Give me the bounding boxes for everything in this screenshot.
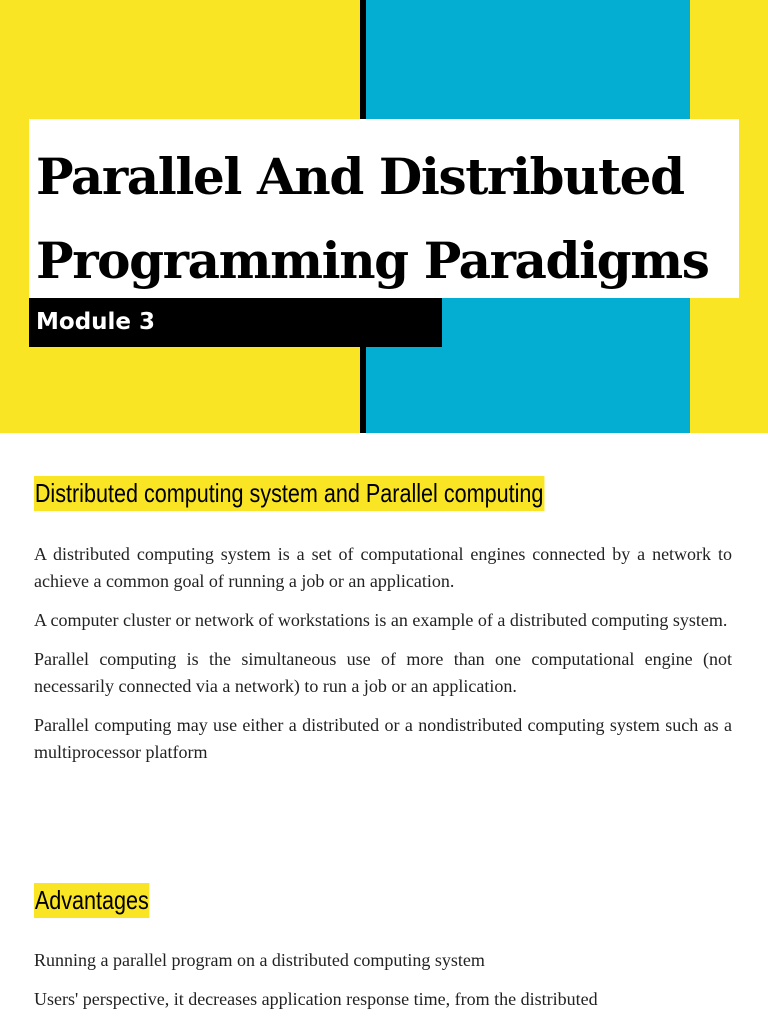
paragraph: Parallel computing may use either a distributed or a nondistributed computing system such as a multiprocessor platform bbox=[34, 715, 732, 762]
module-label: Module 3 bbox=[36, 309, 156, 335]
paragraph: Parallel computing is the simultaneous use of more than one computational engine (not necessarily connected via a network) to run a job or an application. bbox=[34, 649, 732, 696]
cover-banner bbox=[0, 0, 768, 433]
page-title-line-1: Parallel And Distributed bbox=[36, 147, 684, 206]
module-label-bar bbox=[29, 298, 442, 347]
paragraph: Running a parallel program on a distributed computing system bbox=[34, 950, 485, 970]
title-box bbox=[29, 119, 739, 298]
section-heading: Distributed computing system and Parallel computing bbox=[34, 476, 544, 511]
section-distributed-computing bbox=[34, 476, 732, 766]
paragraph: Users' perspective, it decreases application response time, from the distributed bbox=[34, 989, 598, 1009]
paragraph: A computer cluster or network of workstations is an example of a distributed computing system. bbox=[34, 610, 728, 630]
paragraph: A distributed computing system is a set of computational engines connected by a network to achieve a common goal of running a job or an application. bbox=[34, 544, 732, 591]
section-advantages bbox=[34, 883, 732, 1013]
section-heading: Advantages bbox=[34, 883, 150, 918]
page-title-line-2: Programming Paradigms bbox=[36, 231, 709, 290]
document-body bbox=[34, 476, 732, 1013]
